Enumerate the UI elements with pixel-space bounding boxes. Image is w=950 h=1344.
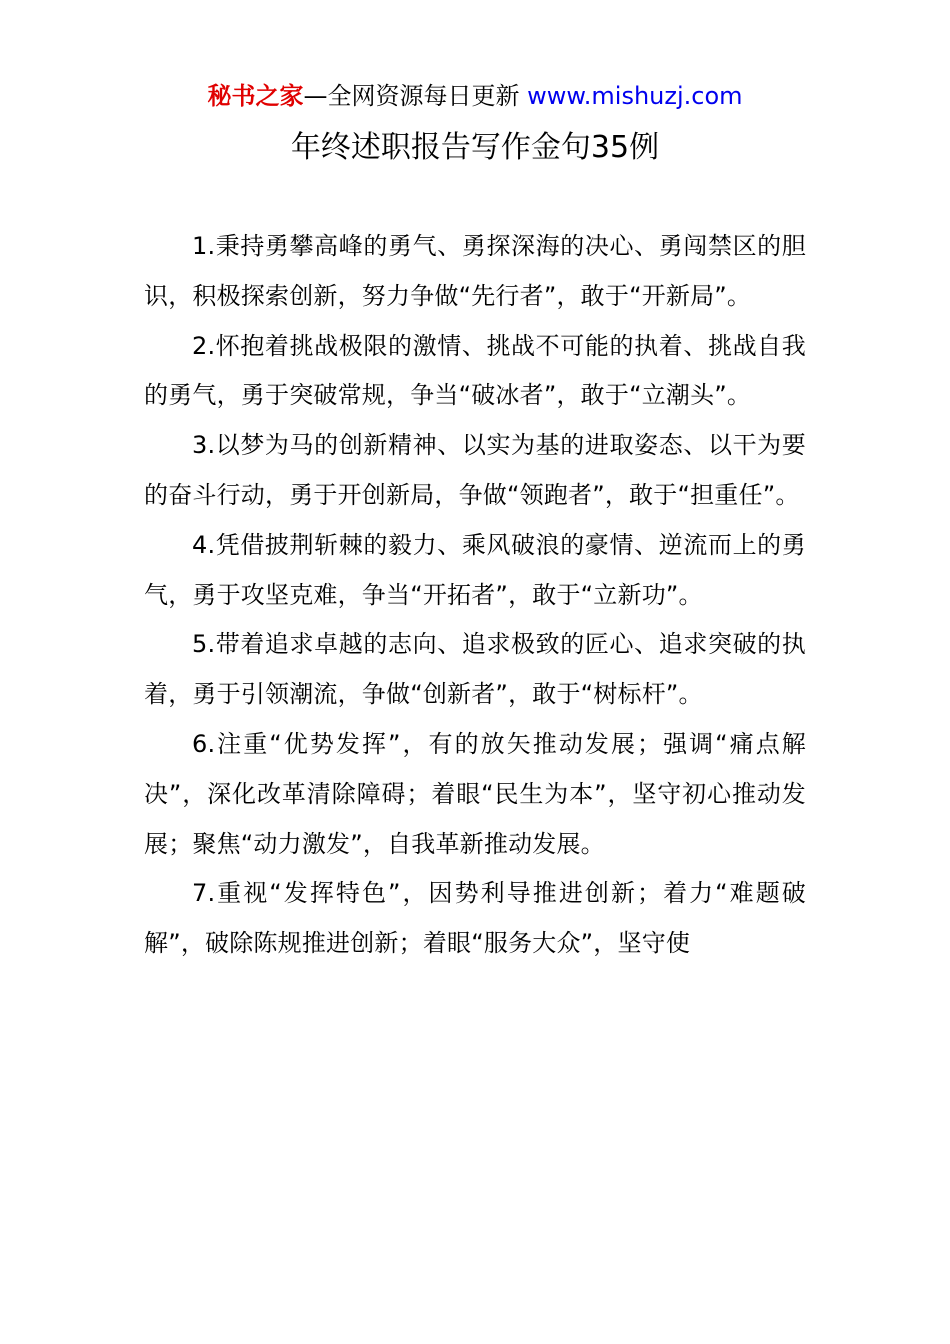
paragraph-3: 3.以梦为马的创新精神、以实为基的进取姿态、以干为要的奋斗行动，勇于开创新局，争做“领跑者”，敢于“担重任”。	[144, 431, 806, 509]
paragraph-2: 2.怀抱着挑战极限的激情、挑战不可能的执着、挑战自我的勇气，勇于突破常规，争当“破冰者”，敢于“立潮头”。	[144, 331, 806, 410]
paragraph-6: 6.注重“优势发挥”，有的放矢推动发展；强调“痛点解决”，深化改革清除障碍；着眼“民生为本”，坚守初心推动发展；聚焦“动力激发”，自我革新推动发展。	[144, 729, 806, 858]
paragraph-4: 4.凭借披荆斩棘的毅力、乘风破浪的豪情、逆流而上的勇气，勇于攻坚克难，争当“开拓者”，敢于“立新功”。	[144, 530, 806, 609]
site-url-link[interactable]: www.mishuzj.com	[527, 82, 743, 110]
site-tagline: —全网资源每日更新	[303, 82, 520, 110]
site-header	[0, 80, 950, 112]
paragraph-5: 5.带着追求卓越的志向、追求极致的匠心、追求突破的执着，勇于引领潮流，争做“创新者”，敢于“树标杆”。	[144, 630, 806, 709]
paragraph-7: 7.重视“发挥特色”，因势利导推进创新；着力“难题破解”，破除陈规推进创新；着眼“服务大众”，坚守使	[144, 879, 806, 958]
document-title: 年终述职报告写作金句35例	[290, 130, 660, 165]
paragraph-1: 1.秉持勇攀高峰的勇气、勇探深海的决心、勇闯禁区的胆识，积极探索创新，努力争做“先行者”，敢于“开新局”。	[144, 232, 806, 310]
site-brand: 秘书之家	[207, 82, 304, 110]
document-body	[144, 222, 806, 969]
